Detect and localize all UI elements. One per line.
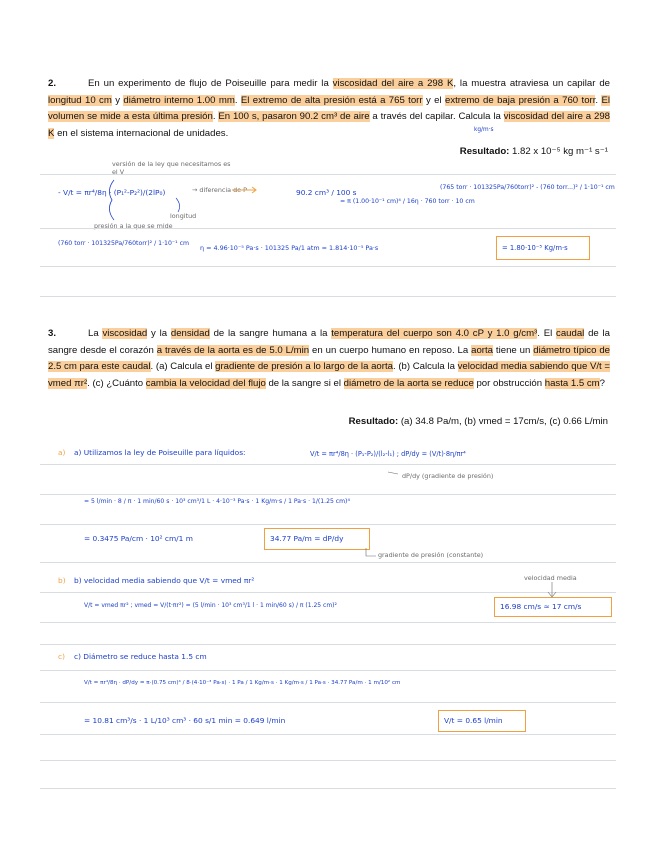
p2-text-4: . <box>234 94 241 106</box>
p2-text-6: . <box>595 94 602 106</box>
p2-text-3: y <box>111 94 124 106</box>
p3-text-13: ? <box>599 377 606 389</box>
p3-text-2: y la <box>147 328 171 339</box>
p3-highlight-9: velocidad media sabiendo que V/t = vmed πr² <box>48 361 611 389</box>
p3-highlight-11: diámetro de la aorta se reduce <box>343 377 474 389</box>
p2-highlight-4: El extremo de alta presión está a 765 torr <box>240 94 423 106</box>
p2-highlight-7: En 100 s, pasaron 90.2 cm³ de aire <box>218 111 370 122</box>
p3b-label: b) <box>58 576 66 585</box>
p3-text-11: de la sangre si el <box>265 377 344 389</box>
p3-highlight-6: aorta <box>471 344 494 356</box>
p2-text-8: a través del capilar. Calcula la <box>369 111 504 122</box>
p2-result-label: Resultado: <box>459 146 510 157</box>
p3-text-7: tiene un <box>493 344 534 356</box>
p2-hw-line1-c: (765 torr · 101325Pa/760torr)² - (760 torr...)² / 1·10⁻¹ cm <box>440 184 615 191</box>
p3-highlight-12: hasta 1.5 cm <box>544 377 600 389</box>
p3b-note: velocidad media <box>524 574 577 582</box>
p3-highlight-7: diámetro típico de 2.5 cm para este caudal <box>48 344 611 372</box>
p2-highlight-1: viscosidad del aire a 298 K <box>332 78 454 89</box>
p3-highlight-3: temperatura del cuerpo son 4.0 cP y 1.0 g/cm³ <box>331 328 538 339</box>
p3b-intro: b) velocidad media sabiendo que V/t = vmed πr² <box>74 576 255 585</box>
p2-highlight-8: viscosidad del aire a 298 K <box>48 111 610 139</box>
p2-text-9: en el sistema internacional de unidades. <box>54 127 229 139</box>
p3-highlight-10: cambia la velocidad del flujo <box>145 377 266 389</box>
p3-text-5: de la sangre desde el corazón <box>48 328 611 356</box>
p2-highlight-6: El volumen se mide a esta última presión <box>48 94 610 122</box>
p2-hw-line1-b: = π (1.00·10⁻¹ cm)⁴ / 16η · 760 torr · 10 cm <box>340 198 475 205</box>
p3b-answer: 16.98 cm/s ≈ 17 cm/s <box>500 602 582 611</box>
p3-result-value: (a) 34.8 Pa/m, (b) vmed = 17cm/s, (c) 0.66 L/min <box>398 416 608 427</box>
p3a-answer: 34.77 Pa/m = dP/dy <box>270 534 344 543</box>
p3-text-9: . (b) Calcula la <box>392 361 458 372</box>
p3-highlight-2: densidad <box>170 328 210 339</box>
p3-highlight-8: gradiente de presión a lo largo de la aorta <box>215 361 393 372</box>
p2-hw-line1-sub2: presión a la que se mide <box>94 222 173 230</box>
p2-hw-line1-sub: longitud <box>170 212 197 220</box>
p3c-answer: V/t = 0.65 l/min <box>444 716 503 725</box>
p2-hw-line1-lhs: - V/t = πr⁴/8η · (P₁²-P₂²)/(2lP₀) <box>58 188 166 197</box>
p3-text-8: . (a) Calcula el <box>150 361 216 372</box>
p2-result-value: 1.82 x 10⁻⁵ kg m⁻¹ s⁻¹ <box>509 146 608 157</box>
p3-text-1: La <box>88 328 103 339</box>
problem-2-number: 2. <box>48 78 57 89</box>
p2-text-1: En un experimento de flujo de Poiseuille para medir la <box>88 78 333 89</box>
p2-text-2: , la muestra atraviesa un capilar de <box>453 78 610 89</box>
p3-text-6: en un cuerpo humano en reposo. La <box>309 344 472 356</box>
p3a-note: dP/dy (gradiente de presión) <box>402 472 494 480</box>
p3c-label: c) <box>58 652 65 661</box>
p2-hw-line1-mid: → diferencia de P <box>192 186 247 194</box>
p3b-line: V/t = vmed πr² ; vmed = V/(t·πr²) = (5 l/min · 10³ cm³/1 l · 1 min/60 s) / π (1.25 cm)² <box>84 602 337 609</box>
p3-highlight-4: caudal <box>556 328 585 339</box>
p3c-line2: = 10.81 cm³/s · 1 L/10³ cm³ · 60 s/1 min = 0.649 l/min <box>84 716 286 725</box>
p3-text-4: . El <box>537 328 557 339</box>
p2-handwritten-top-note: versión de la ley que necesitamos es el V <box>112 160 231 176</box>
p2-text-7: . <box>212 111 219 122</box>
p2-text-5: y el <box>422 94 445 106</box>
p2-hw-line2-b: η = 4.96·10⁻⁵ Pa·s · 101325 Pa/1 atm = 1.814·10⁻⁵ Pa·s <box>200 244 379 252</box>
p3-highlight-1: viscosidad <box>102 328 148 339</box>
problem-3-number: 3. <box>48 328 57 339</box>
p2-hw-answer: = 1.80·10⁻⁵ Kg/m·s <box>502 244 568 252</box>
p3-text-12: por obstrucción <box>473 377 545 389</box>
p3a-intro: a) Utilizamos la ley de Poiseuille para líquidos: <box>74 448 246 457</box>
p2-hw-line2-a: (760 torr · 101325Pa/760torr)² / 1·10⁻¹ cm <box>58 240 190 247</box>
p3a-line3: = 0.3475 Pa/cm · 10² cm/1 m <box>84 534 193 543</box>
p3-text-3: de la sangre humana a la <box>209 328 332 339</box>
p3c-line1: V/t = πr⁴/8η · dP/dy = π·(0.75 cm)⁴ / 8·(4·10⁻³ Pa·s) · 1 Pa / 1 Kg/m·s · 1 Kg/m·s / 1 Pa·s · 34.77 Pa/m · 1 m/10² cm <box>84 680 401 686</box>
p3-result-label: Resultado: <box>348 416 399 427</box>
p2-handwritten-units: kg/m·s <box>474 127 494 133</box>
p2-hw-line1-a: 90.2 cm³ / 100 s <box>296 188 357 197</box>
p3c-intro: c) Diámetro se reduce hasta 1.5 cm <box>74 652 207 661</box>
p2-highlight-2: longitud 10 cm <box>48 94 112 106</box>
p3a-note2: gradiente de presión (constante) <box>378 551 484 559</box>
p3a-equation: V/t = πr⁴/8η · (P₁-P₂)/(l₂-l₁) ; dP/dy = (V/t)·8η/πr⁴ <box>310 450 466 458</box>
p3a-line2: = 5 l/min · 8 / π · 1 min/60 s · 10³ cm³/1 L · 4·10⁻³ Pa·s · 1 Kg/m·s / 1 Pa·s · 1/(1.25 cm)⁴ <box>84 498 350 505</box>
p2-highlight-5: extremo de baja presión a 760 torr <box>444 94 596 106</box>
p2-highlight-3: diámetro interno 1.00 mm <box>123 94 235 106</box>
p3-highlight-5: a través de la aorta es de 5.0 L/min <box>156 344 310 356</box>
p3a-label: a) <box>58 448 66 457</box>
p3-text-10: . (c) ¿Cuánto <box>87 377 146 389</box>
